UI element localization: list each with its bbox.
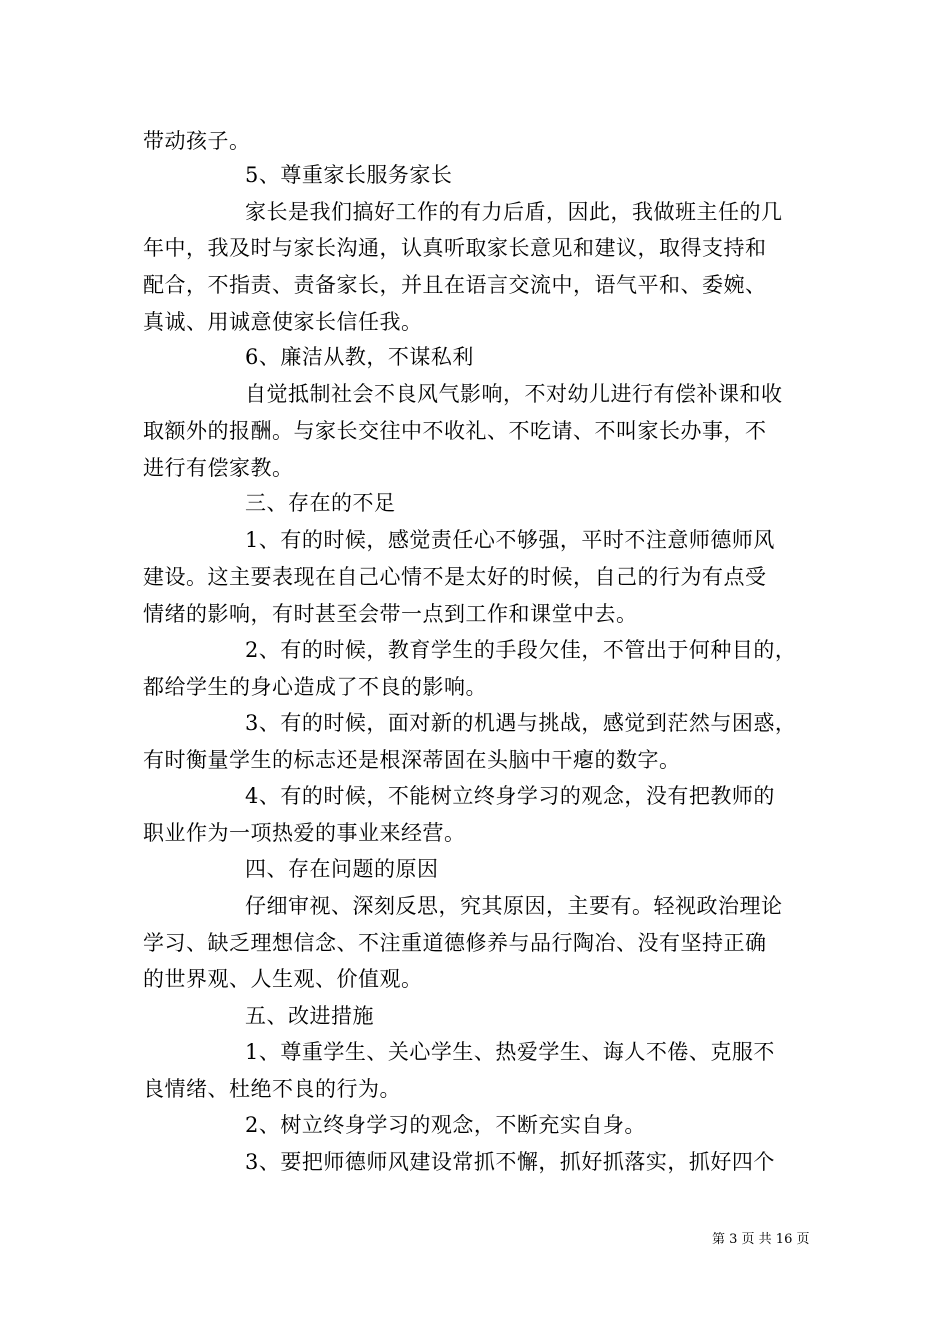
text-line: 五、改进措施	[245, 1004, 374, 1028]
text-line: 年中，我及时与家长沟通，认真听取家长意见和建议，取得支持和	[143, 236, 767, 260]
text-line: 4、有的时候，不能树立终身学习的观念，没有把教师的	[245, 784, 775, 808]
text-line: 取额外的报酬。与家长交往中不收礼、不吃请、不叫家长办事，不	[143, 419, 767, 443]
text-line: 四、存在问题的原因	[245, 857, 439, 881]
text-line: 仔细审视、深刻反思，究其原因，主要有。轻视政治理论	[245, 894, 783, 918]
text-line: 良情绪、杜绝不良的行为。	[143, 1077, 401, 1101]
text-line: 都给学生的身心造成了不良的影响。	[143, 675, 487, 699]
text-line: 6、廉洁从教，不谋私利	[245, 345, 474, 369]
text-line: 3、要把师德师风建设常抓不懈，抓好抓落实，抓好四个	[245, 1150, 775, 1174]
text-line: 真诚、用诚意使家长信任我。	[143, 310, 423, 334]
text-line: 3、有的时候，面对新的机遇与挑战，感觉到茫然与困惑，	[245, 711, 797, 735]
text-line: 有时衡量学生的标志还是根深蒂固在头脑中干瘪的数字。	[143, 748, 681, 772]
text-line: 2、有的时候，教育学生的手段欠佳，不管出于何种目的，	[245, 638, 797, 662]
text-line: 的世界观、人生观、价值观。	[143, 967, 423, 991]
text-line: 三、存在的不足	[245, 491, 396, 515]
text-line: 自觉抵制社会不良风气影响，不对幼儿进行有偿补课和收	[245, 382, 783, 406]
text-line: 家长是我们搞好工作的有力后盾，因此，我做班主任的几	[245, 200, 783, 224]
text-line: 5、尊重家长服务家长	[245, 163, 453, 187]
text-line: 1、有的时候，感觉责任心不够强，平时不注意师德师风	[245, 528, 775, 552]
text-line: 2、树立终身学习的观念，不断充实自身。	[245, 1113, 646, 1137]
text-line: 情绪的影响，有时甚至会带一点到工作和课堂中去。	[143, 602, 638, 626]
page-number-footer: 第 3 页 共 16 页	[712, 1232, 810, 1247]
text-line: 1、尊重学生、关心学生、热爱学生、诲人不倦、克服不	[245, 1040, 775, 1064]
text-line: 建设。这主要表现在自己心情不是太好的时候，自己的行为有点受	[143, 565, 767, 589]
text-line: 学习、缺乏理想信念、不注重道德修养与品行陶冶、没有坚持正确	[143, 931, 767, 955]
text-line: 职业作为一项热爱的事业来经营。	[143, 821, 466, 845]
text-line: 配合，不指责、责备家长，并且在语言交流中，语气平和、委婉、	[143, 273, 767, 297]
text-line: 进行有偿家教。	[143, 456, 294, 480]
text-line: 带动孩子。	[143, 129, 251, 153]
